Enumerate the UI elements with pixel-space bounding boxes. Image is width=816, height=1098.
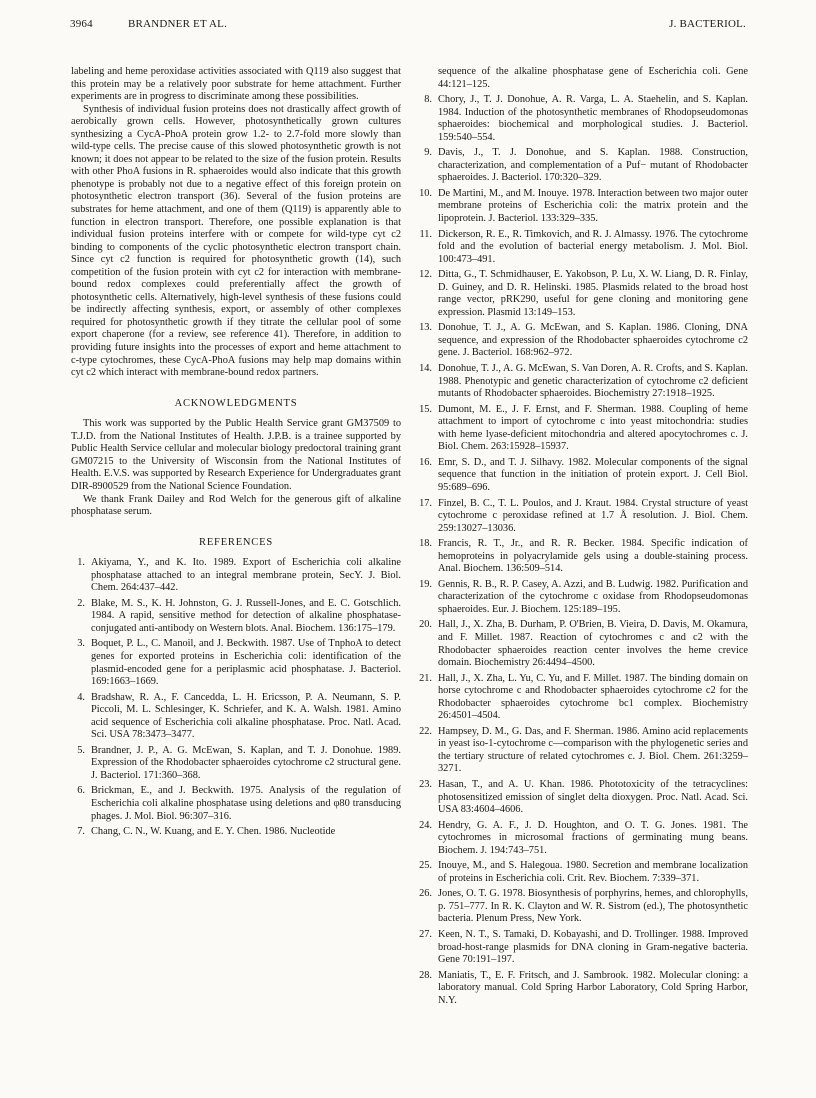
right-column bbox=[418, 66, 748, 1010]
reference-number: 13. bbox=[419, 322, 432, 334]
reference-item bbox=[71, 785, 401, 823]
reference-item bbox=[418, 498, 748, 536]
reference-item bbox=[418, 673, 748, 723]
reference-number: 18. bbox=[419, 538, 432, 550]
reference-text: Hall, J., X. Zha, B. Durham, P. O'Brien, B. Vieira, D. Davis, M. Okamura, and F. Millet. 1987. Reaction of cytochromes c and c2 with the Rhodobacter sphaeroides reaction center involves the heme crevice domain. Biochemistry 26:4494–4500. bbox=[438, 619, 748, 669]
reference-number: 2. bbox=[77, 597, 85, 609]
reference-text: Dickerson, R. E., R. Timkovich, and R. J. Almassy. 1976. The cytochrome fold and the evolution of bacterial energy metabolism. J. Mol. Biol. 100:473–491. bbox=[438, 228, 748, 265]
reference-number: 4. bbox=[77, 691, 85, 703]
reference-item bbox=[71, 557, 401, 595]
reference-text: Finzel, B. C., T. L. Poulos, and J. Kraut. 1984. Crystal structure of yeast cytochrome c peroxidase refined at 1.7 Å resolution. J. Biol. Chem. 259:13027–13036. bbox=[438, 497, 748, 534]
reference-text: Hendry, G. A. F., J. D. Houghton, and O. T. G. Jones. 1981. The cytochromes in microsomal fractions of germinating mung beans. Biochem. J. 194:743–751. bbox=[438, 819, 748, 856]
reference-number: 17. bbox=[419, 497, 432, 509]
reference-number: 28. bbox=[419, 969, 432, 981]
reference-text: Emr, S. D., and T. J. Silhavy. 1982. Molecular components of the signal sequence that function in the initiation of protein export. J. Cell Biol. 95:689–696. bbox=[438, 456, 748, 493]
reference-item bbox=[71, 638, 401, 688]
reference-item bbox=[418, 147, 748, 185]
reference-text: Gennis, R. B., R. P. Casey, A. Azzi, and B. Ludwig. 1982. Purification and characterization of the cytochrome c oxidase from Rhodopseudomonas sphaeroides. Eur. J. Biochem. 125:189–195. bbox=[438, 578, 748, 615]
reference-item bbox=[418, 929, 748, 967]
running-header bbox=[70, 18, 746, 34]
reference-number: 1. bbox=[77, 557, 85, 569]
reference-item bbox=[418, 322, 748, 360]
reference-item bbox=[418, 970, 748, 1008]
reference-text: Donohue, T. J., A. G. McEwan, and S. Kaplan. 1986. Cloning, DNA sequence, and expression of the Rhodobacter sphaeroides cytochrome c2 gene. J. Bacteriol. 168:962–972. bbox=[438, 322, 748, 359]
reference-number: 6. bbox=[77, 785, 85, 797]
reference-item bbox=[418, 579, 748, 617]
reference-number: 11. bbox=[419, 228, 432, 240]
reference-number: 24. bbox=[419, 819, 432, 831]
body-paragraph: Synthesis of individual fusion proteins does not drastically affect growth of aerobically grown cells. However, photosynthetically grown cultures synthesizing a CycA-PhoA protein grow 1.2- to 2.7-fold more slowly than wild-type cells. The precise cause of this slowed photosynthetic growth is not known; it does not appear to be related to the size of the fusion protein. Results with other PhoA fusions in R. sphaeroides would also indicate that this growth phenotype is probably not due to a negative effect of this foreign protein on photosynthetic electron transport (36). Several of the fusion proteins are substrates for heme attachment, and one of them (Q119) is apparently able to function in electron transport. Therefore, one possible explanation is that individual fusion proteins interfere with or compete for wild-type cyt c2 binding to components of the cyclic photosynthetic electron transport chain. Since cyt c2 function is required for photosynthetic growth (14), such competition of the fusion protein with cyt c2 for interaction with membrane-bound redox complexes could preferentially affect the growth of photosynthetic cells. Alternatively, high-level synthesis of these fusions could be indirectly affecting synthesis, export, or assembly of other complexes required for photosynthetic growth if they titrate the cellular pool of some export chaperone (for a review, see reference 41). Therefore, in addition to providing future insights into the processes of export and heme attachment to c-type cytochromes, these CycA-PhoA fusions may help map domains within cyt c2 which interact with membrane-bound redox partners. bbox=[71, 103, 401, 379]
page-number: 3964 bbox=[70, 18, 93, 30]
reference-text: Brandner, J. P., A. G. McEwan, S. Kaplan, and T. J. Donohue. 1989. Expression of the Rhodobacter sphaeroides cytochrome c2 structural gene. J. Bacteriol. 171:360–368. bbox=[91, 744, 401, 781]
reference-text: Akiyama, Y., and K. Ito. 1989. Export of Escherichia coli alkaline phosphatase attached to an integral membrane protein, SecY. J. Biol. Chem. 264:437–442. bbox=[91, 557, 401, 594]
reference-number: 15. bbox=[419, 403, 432, 415]
reference-item bbox=[418, 888, 748, 926]
reference-list-left bbox=[71, 557, 401, 838]
acknowledgments-heading: ACKNOWLEDGMENTS bbox=[174, 397, 298, 409]
reference-number: 23. bbox=[419, 778, 432, 790]
reference-item bbox=[418, 726, 748, 776]
reference-number: 16. bbox=[419, 456, 432, 468]
reference-number: 21. bbox=[419, 672, 432, 684]
running-authors: BRANDNER ET AL. bbox=[128, 18, 228, 30]
acknowledgments-section bbox=[71, 418, 401, 518]
reference-text: Chory, J., T. J. Donohue, A. R. Varga, L. A. Staehelin, and S. Kaplan. 1984. Induction of the photosynthetic membranes of Rhodopseudomonas sphaeroides: biochemical and morphological studies. J. Bacteriol. 159:540–554. bbox=[438, 94, 748, 143]
reference-list-right bbox=[418, 66, 748, 1007]
reference-number: 19. bbox=[419, 578, 432, 590]
reference-item bbox=[418, 619, 748, 669]
acknowledgments-paragraph: We thank Frank Dailey and Rod Welch for the generous gift of alkaline phosphatase serum. bbox=[71, 493, 401, 518]
acknowledgments-paragraph: This work was supported by the Public Health Service grant GM37509 to T.J.D. from the National Institutes of Health. J.P.B. is a trainee supported by Public Health Service cellular and molecular biology predoctoral training grant GM07215 to the University of Wisconsin from the National Institutes of Health. E.V.S. was supported by Research Experience for Undergraduates grant DIR-8900529 from the National Science Foundation. bbox=[71, 418, 401, 492]
reference-text: Hampsey, D. M., G. Das, and F. Sherman. 1986. Amino acid replacements in yeast iso-1-cytochrome c—comparison with the phylogenetic series and the tertiary structure of related cytochromes c. J. Biol. Chem. 261:3259–3271. bbox=[438, 725, 748, 775]
reference-number: 5. bbox=[77, 744, 85, 756]
reference-text: sequence of the alkaline phosphatase gene of Escherichia coli. Gene 44:121–125. bbox=[438, 66, 748, 90]
reference-item bbox=[418, 188, 748, 226]
reference-item bbox=[418, 457, 748, 495]
reference-text: Ditta, G., T. Schmidhauser, E. Yakobson, P. Lu, X. W. Liang, D. R. Finlay, D. Guiney, and D. R. Helinski. 1985. Plasmids related to the broad host range vector, pRK290, useful for gene cloning and monitoring gene expression. Plasmid 13:149–153. bbox=[438, 269, 748, 318]
reference-item bbox=[71, 745, 401, 783]
reference-item bbox=[418, 404, 748, 454]
reference-text: Hasan, T., and A. U. Khan. 1986. Phototoxicity of the tetracyclines: photosensitized emission of singlet delta dioxygen. Proc. Natl. Acad. Sci. USA 83:4604–4606. bbox=[438, 778, 748, 816]
reference-item bbox=[71, 692, 401, 742]
reference-text: Hall, J., X. Zha, L. Yu, C. Yu, and F. Millet. 1987. The binding domain on horse cytochrome c and Rhodobacter sphaeroides cytochrome c2 for the Rhodobacter sphaeroides cytochrome bc1 complex. Biochemistry 26:4501–4504. bbox=[438, 672, 748, 722]
reference-text: Blake, M. S., K. H. Johnston, G. J. Russell-Jones, and E. C. Gotschlich. 1984. A rapid, sensitive method for detection of alkaline phosphatase-conjugated anti-antibody on Western blots. Anal. Biochem. 136:175–179. bbox=[91, 597, 401, 634]
reference-item bbox=[418, 779, 748, 817]
reference-number: 14. bbox=[419, 363, 432, 375]
reference-item bbox=[418, 229, 748, 267]
discussion-text bbox=[71, 66, 401, 380]
reference-item bbox=[418, 538, 748, 576]
reference-text: Jones, O. T. G. 1978. Biosynthesis of porphyrins, hemes, and chlorophylls, p. 751–777. In R. K. Clayton and W. R. Sistrom (ed.), The photosynthetic bacteria. Plenum Press, New York. bbox=[438, 888, 748, 925]
left-column bbox=[71, 66, 401, 842]
reference-text: De Martini, M., and M. Inouye. 1978. Interaction between two major outer membrane proteins of Escherichia coli: the matrix protein and the lipoprotein. J. Bacteriol. 133:329–335. bbox=[438, 187, 748, 225]
reference-text: Bradshaw, R. A., F. Cancedda, L. H. Ericsson, P. A. Neumann, S. P. Piccoli, M. L. Schlesinger, K. Schriefer, and K. A. Walsh. 1981. Amino acid sequence of Escherichia coli alkaline phosphatase. Proc. Natl. Acad. Sci. USA 78:3473–3477. bbox=[91, 691, 401, 741]
reference-text: Francis, R. T., Jr., and R. R. Becker. 1984. Specific indication of hemoproteins in polyacrylamide gels using a double-staining process. Anal. Biochem. 136:509–514. bbox=[438, 538, 748, 575]
reference-number: 20. bbox=[419, 619, 432, 631]
reference-number: 3. bbox=[77, 638, 85, 650]
reference-number: 8. bbox=[424, 94, 432, 106]
reference-text: Chang, C. N., W. Kuang, and E. Y. Chen. 1986. Nucleotide bbox=[91, 826, 336, 838]
reference-item bbox=[418, 94, 748, 144]
reference-number: 22. bbox=[419, 725, 432, 737]
reference-number: 25. bbox=[419, 860, 432, 872]
body-paragraph: labeling and heme peroxidase activities associated with Q119 also suggest that this protein may be a relatively poor substrate for heme attachment. Further experiments are in progress to discriminate among these possibilities. bbox=[71, 66, 401, 103]
reference-item bbox=[71, 826, 401, 839]
reference-text: Keen, N. T., S. Tamaki, D. Kobayashi, and D. Trollinger. 1988. Improved broad-host-range plasmids for DNA cloning in Gram-negative bacteria. Gene 70:191–197. bbox=[438, 929, 748, 966]
reference-text: Maniatis, T., E. F. Fritsch, and J. Sambrook. 1982. Molecular cloning: a laboratory manual. Cold Spring Harbor Laboratory, Cold Spring Harbor, N.Y. bbox=[438, 969, 748, 1006]
reference-number: 12. bbox=[419, 269, 432, 281]
reference-item bbox=[418, 66, 748, 91]
reference-number: 10. bbox=[419, 187, 432, 199]
reference-item bbox=[71, 598, 401, 636]
reference-text: Davis, J., T. J. Donohue, and S. Kaplan. 1988. Construction, characterization, and complementation of a Puf− mutant of Rhodobacter sphaeroides. J. Bacteriol. 170:320–329. bbox=[438, 147, 748, 184]
reference-number: 26. bbox=[419, 888, 432, 900]
reference-text: Inouye, M., and S. Halegoua. 1980. Secretion and membrane localization of proteins in Escherichia coli. Crit. Rev. Biochem. 7:339–371. bbox=[438, 860, 748, 884]
reference-text: Dumont, M. E., J. F. Ernst, and F. Sherman. 1988. Coupling of heme attachment to import of cytochrome c into yeast mitochondria: studies with heme lyase-deficient mitochondria and altered apocytochromes c. J. Biol. Chem. 263:15928–15937. bbox=[438, 403, 748, 453]
reference-text: Brickman, E., and J. Beckwith. 1975. Analysis of the regulation of Escherichia coli alkaline phosphatase using deletions and φ80 transducing phages. J. Mol. Biol. 96:307–316. bbox=[91, 785, 401, 822]
references-heading: REFERENCES bbox=[199, 536, 273, 548]
reference-text: Donohue, T. J., A. G. McEwan, S. Van Doren, A. R. Crofts, and S. Kaplan. 1988. Phenotypic and genetic characterization of cytochrome c2 deficient mutants of Rhodobacter sphaeroides. Biochemistry 27:1918–1925. bbox=[438, 363, 748, 400]
reference-item bbox=[418, 269, 748, 319]
reference-item bbox=[418, 860, 748, 885]
journal-name: J. BACTERIOL. bbox=[669, 18, 746, 30]
reference-item bbox=[418, 363, 748, 401]
reference-item bbox=[418, 820, 748, 858]
reference-text: Boquet, P. L., C. Manoil, and J. Beckwith. 1987. Use of TnphoA to detect genes for exported proteins in Escherichia coli: identification of the plasmid-encoded gene for a periplasmic acid phosphatase. J. Bacteriol. 169:1663–1669. bbox=[91, 638, 401, 688]
reference-number: 27. bbox=[419, 929, 432, 940]
reference-number: 9. bbox=[424, 147, 432, 159]
reference-number: 7. bbox=[77, 826, 85, 838]
